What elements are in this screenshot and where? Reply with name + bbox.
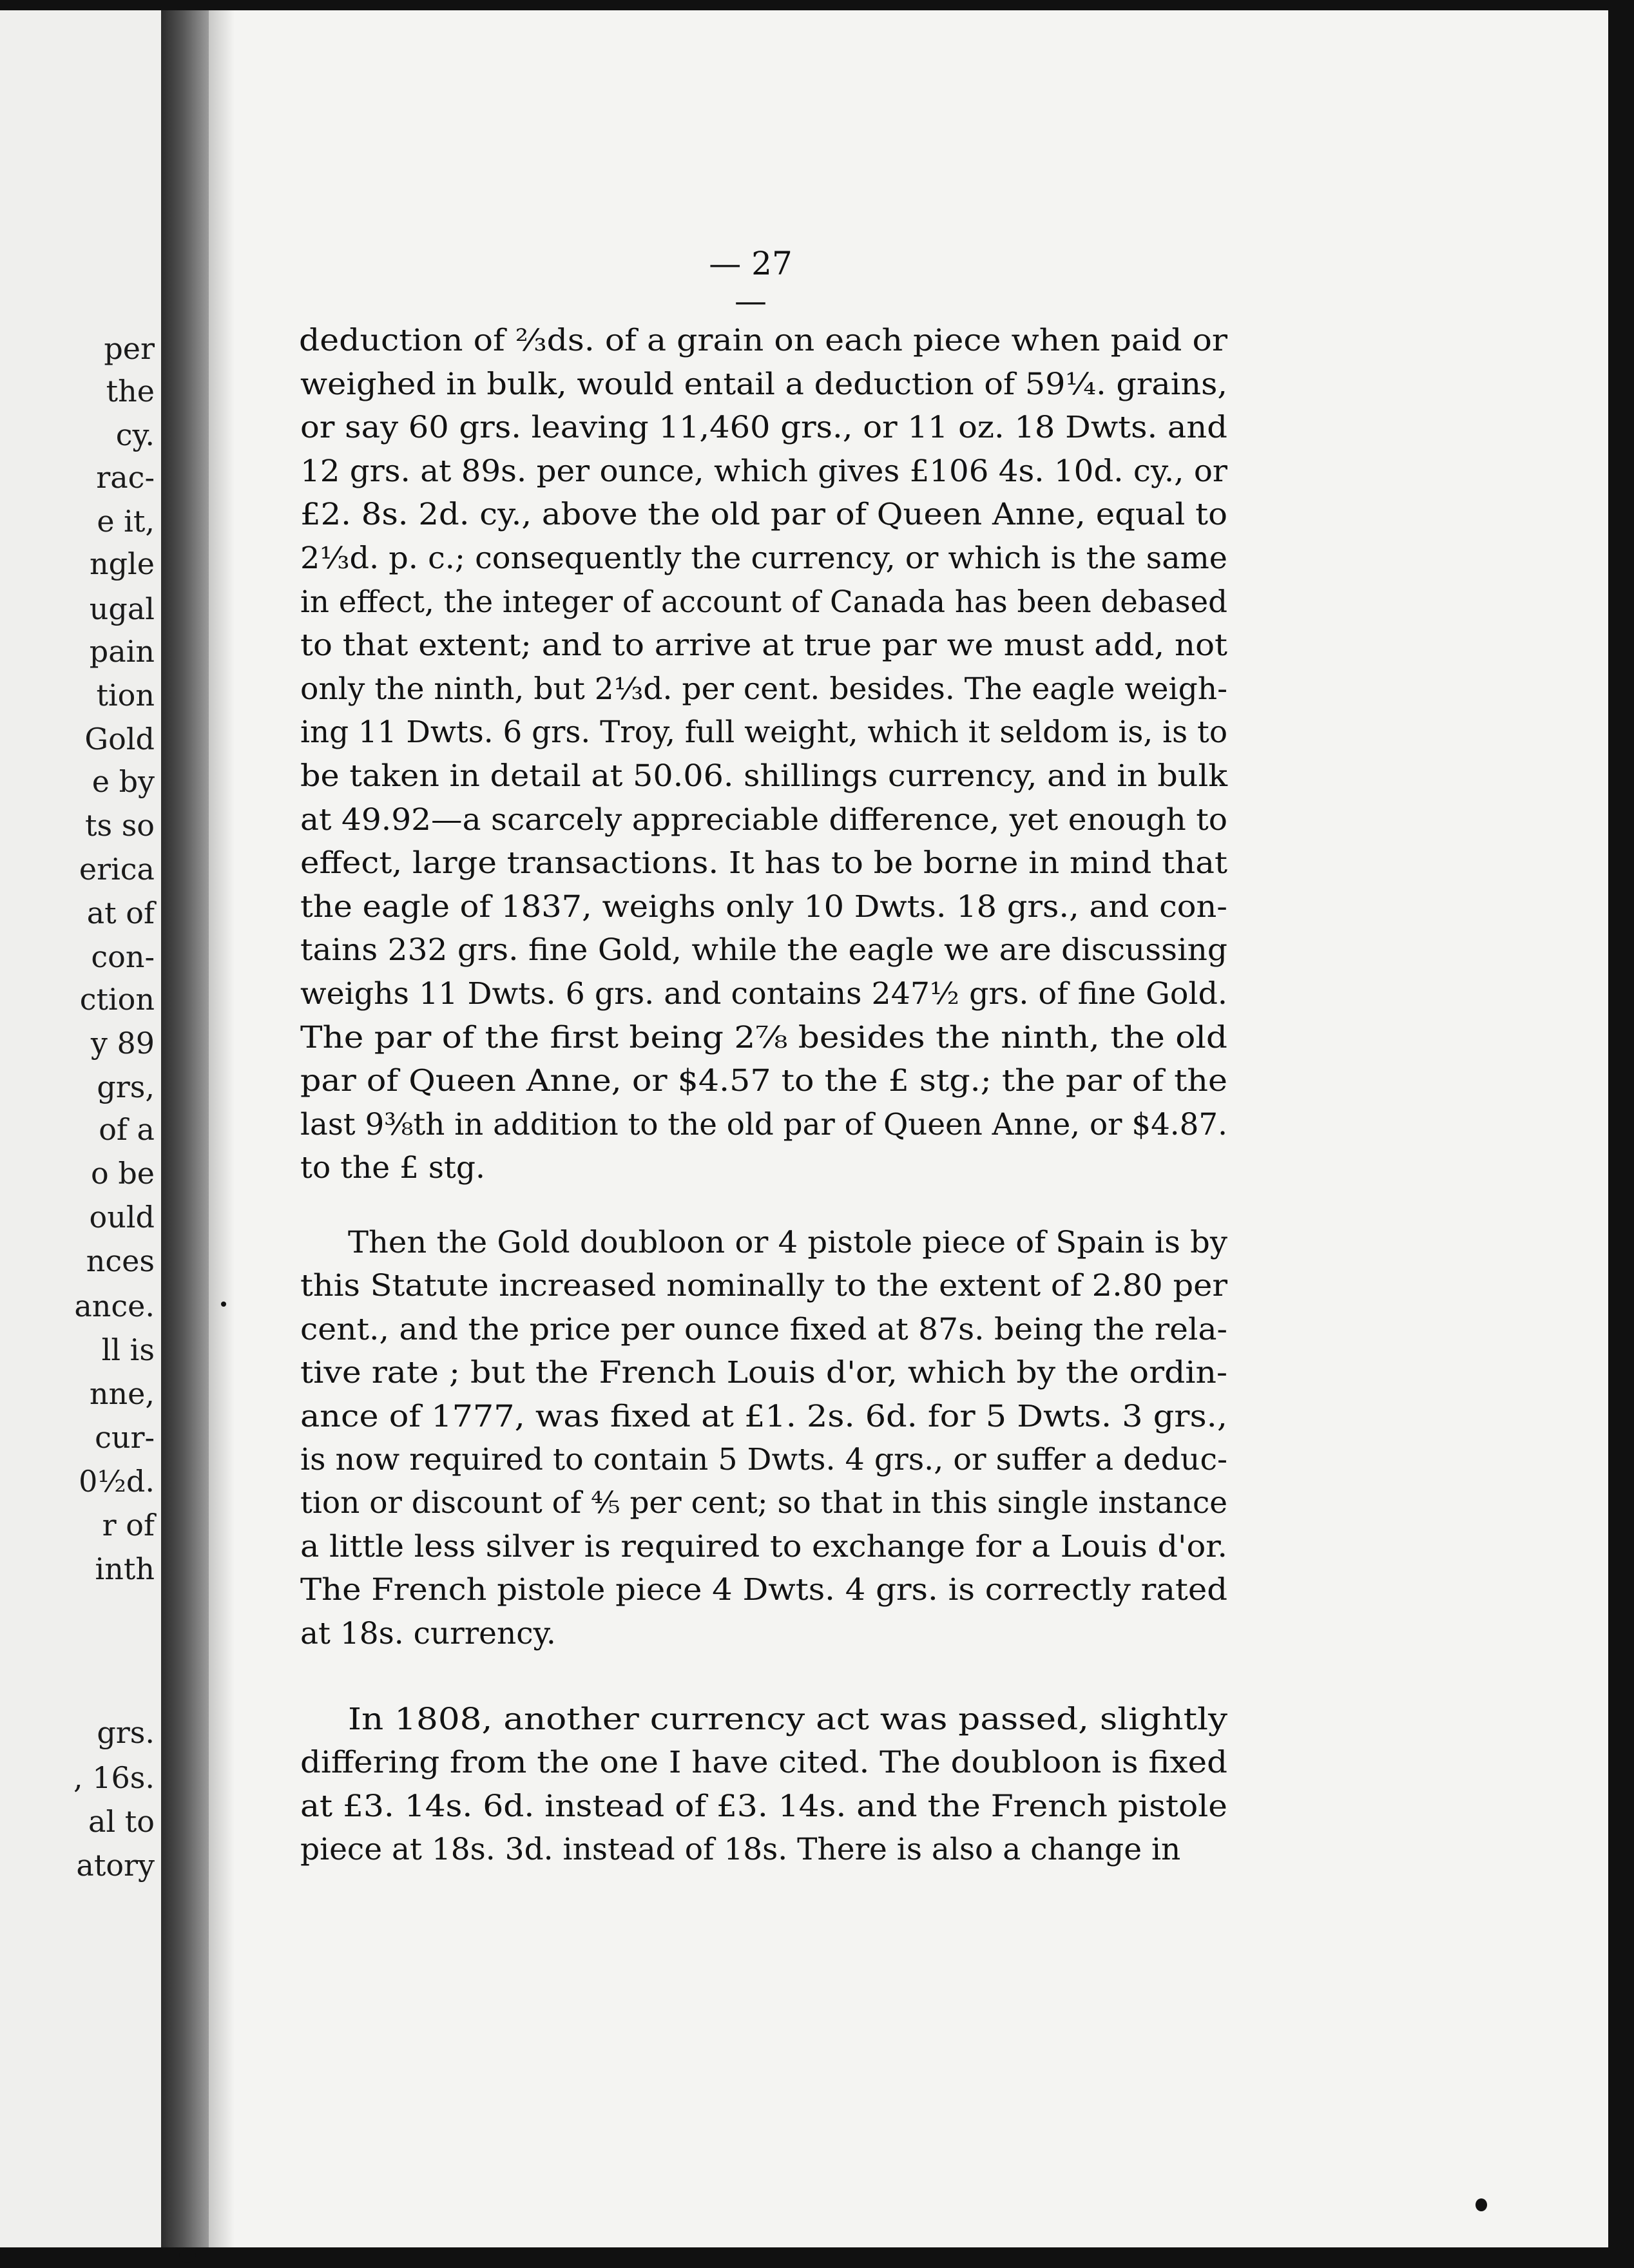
text-line: or say 60 grs. leaving 11,460 grs., or 11 oz. 18 Dwts. and (300, 410, 1227, 446)
previous-page-fragment: inth (95, 1552, 155, 1586)
text-line: effect, large transactions. It has to be borne in mind that (300, 845, 1227, 881)
page-number: — 27 — (709, 245, 793, 320)
text-line: £2. 8s. 2d. cy., above the old par of Queen Anne, equal to (300, 497, 1227, 533)
previous-page-fragment: 0½d. (79, 1464, 155, 1499)
text-line: differing from the one I have cited. The doubloon is fixed (300, 1745, 1227, 1781)
text-line: weighed in bulk, would entail a deduction of 59¼. grains, (300, 366, 1227, 402)
previous-page-fragment: ugal (89, 591, 155, 626)
text-line: tive rate ; but the French Louis d'or, which by the ordin- (300, 1355, 1227, 1391)
scan-bottom-edge (0, 2247, 1634, 2268)
previous-page-fragment: , 16s. (73, 1760, 155, 1795)
text-line: 12 grs. at 89s. per ounce, which gives £106 4s. 10d. cy., or (300, 453, 1227, 489)
previous-page-fragment: ance. (74, 1289, 155, 1323)
text-line: ing 11 Dwts. 6 grs. Troy, full weight, which it seldom is, is to (300, 715, 1227, 751)
previous-page-fragment: nces (86, 1244, 155, 1278)
previous-page-fragment: r of (102, 1508, 155, 1542)
previous-page-fragment: ction (79, 982, 155, 1017)
previous-page-fragment: tion (96, 678, 155, 713)
previous-page-fragment: ngle (89, 546, 155, 581)
previous-page-fragment: cur- (95, 1420, 155, 1455)
previous-page-fragment: Gold (84, 722, 155, 756)
text-line: The par of the first being 2⅞ besides the ninth, the old (300, 1019, 1227, 1055)
text-line: to that extent; and to arrive at true par we must add, not (300, 628, 1227, 664)
text-line: last 9⅜th in addition to the old par of Queen Anne, or $4.87. (300, 1106, 1227, 1142)
text-line: The French pistole piece 4 Dwts. 4 grs. is correctly rated (300, 1572, 1227, 1608)
book-gutter (161, 10, 209, 2247)
previous-page-strip (0, 10, 161, 2247)
text-line: In 1808, another currency act was passed, slightly (348, 1702, 1227, 1737)
previous-page-fragment: erica (79, 852, 155, 887)
previous-page-fragment: al to (88, 1804, 155, 1839)
previous-page-fragment: at of (86, 896, 155, 930)
previous-page-fragment: con- (91, 939, 155, 974)
text-line: cent., and the price per ounce fixed at 87s. being the rela- (300, 1311, 1227, 1347)
scan-right-edge (1608, 0, 1634, 2268)
previous-page-fragment: pain (89, 634, 155, 669)
previous-page-fragment: ould (89, 1200, 155, 1235)
previous-page-fragment: rac- (96, 460, 155, 495)
page-shadow (209, 10, 235, 2247)
text-line: par of Queen Anne, or $4.57 to the £ stg.; the par of the (300, 1063, 1227, 1099)
previous-page-fragment: grs, (97, 1070, 155, 1104)
text-line: at £3. 14s. 6d. instead of £3. 14s. and the French pistole (300, 1788, 1227, 1824)
ink-speck (221, 1302, 226, 1307)
previous-page-fragment: y 89 (90, 1026, 155, 1061)
ink-speck (1475, 2198, 1487, 2211)
previous-page-fragment: e by (91, 764, 155, 799)
previous-page-fragment: per (104, 331, 155, 366)
text-line: in effect, the integer of account of Canada has been debased (300, 584, 1227, 620)
text-line: only the ninth, but 2⅓d. per cent. besides. The eagle weigh- (300, 671, 1227, 707)
text-line: is now required to contain 5 Dwts. 4 grs., or suffer a deduc- (300, 1442, 1227, 1477)
text-line: the eagle of 1837, weighs only 10 Dwts. 18 grs., and con- (300, 889, 1227, 925)
previous-page-fragment: cy. (115, 418, 155, 452)
text-line: 2⅓d. p. c.; consequently the currency, or which is the same (300, 541, 1227, 576)
previous-page-fragment: atory (76, 1848, 155, 1883)
text-line: this Statute increased nominally to the extent of 2.80 per (300, 1268, 1227, 1304)
text-line: weighs 11 Dwts. 6 grs. and contains 247½ grs. of fine Gold. (300, 976, 1227, 1012)
scan-top-edge (0, 0, 1634, 10)
text-line: to the £ stg. (300, 1150, 485, 1186)
previous-page-fragment: of a (99, 1112, 155, 1147)
text-line: deduction of ⅔ds. of a grain on each piece when paid or (299, 323, 1227, 358)
previous-page-fragment: ts so (84, 808, 155, 843)
previous-page-fragment: e it, (97, 504, 155, 539)
text-line: tion or discount of ⅘ per cent; so that in this single instance (300, 1485, 1227, 1521)
text-line: Then the Gold doubloon or 4 pistole piece of Spain is by (348, 1225, 1227, 1260)
text-line: be taken in detail at 50.06. shillings currency, and in bulk (300, 758, 1227, 794)
previous-page-fragment: o be (91, 1156, 155, 1191)
text-line: at 49.92—a scarcely appreciable difference, yet enough to (300, 802, 1227, 838)
ink-speck (179, 2249, 196, 2263)
previous-page-fragment: nne, (89, 1376, 155, 1411)
previous-page-fragment: grs. (97, 1715, 155, 1750)
text-line: ance of 1777, was fixed at £1. 2s. 6d. for 5 Dwts. 3 grs., (300, 1398, 1227, 1434)
previous-page-fragment: the (106, 374, 155, 408)
previous-page-fragment: ll is (101, 1332, 155, 1367)
text-line: at 18s. currency. (300, 1615, 556, 1651)
text-line: tains 232 grs. fine Gold, while the eagle we are discussing (300, 932, 1227, 968)
text-line: piece at 18s. 3d. instead of 18s. There is also a change in (300, 1831, 1181, 1867)
text-line: a little less silver is required to exchange for a Louis d'or. (300, 1528, 1227, 1564)
